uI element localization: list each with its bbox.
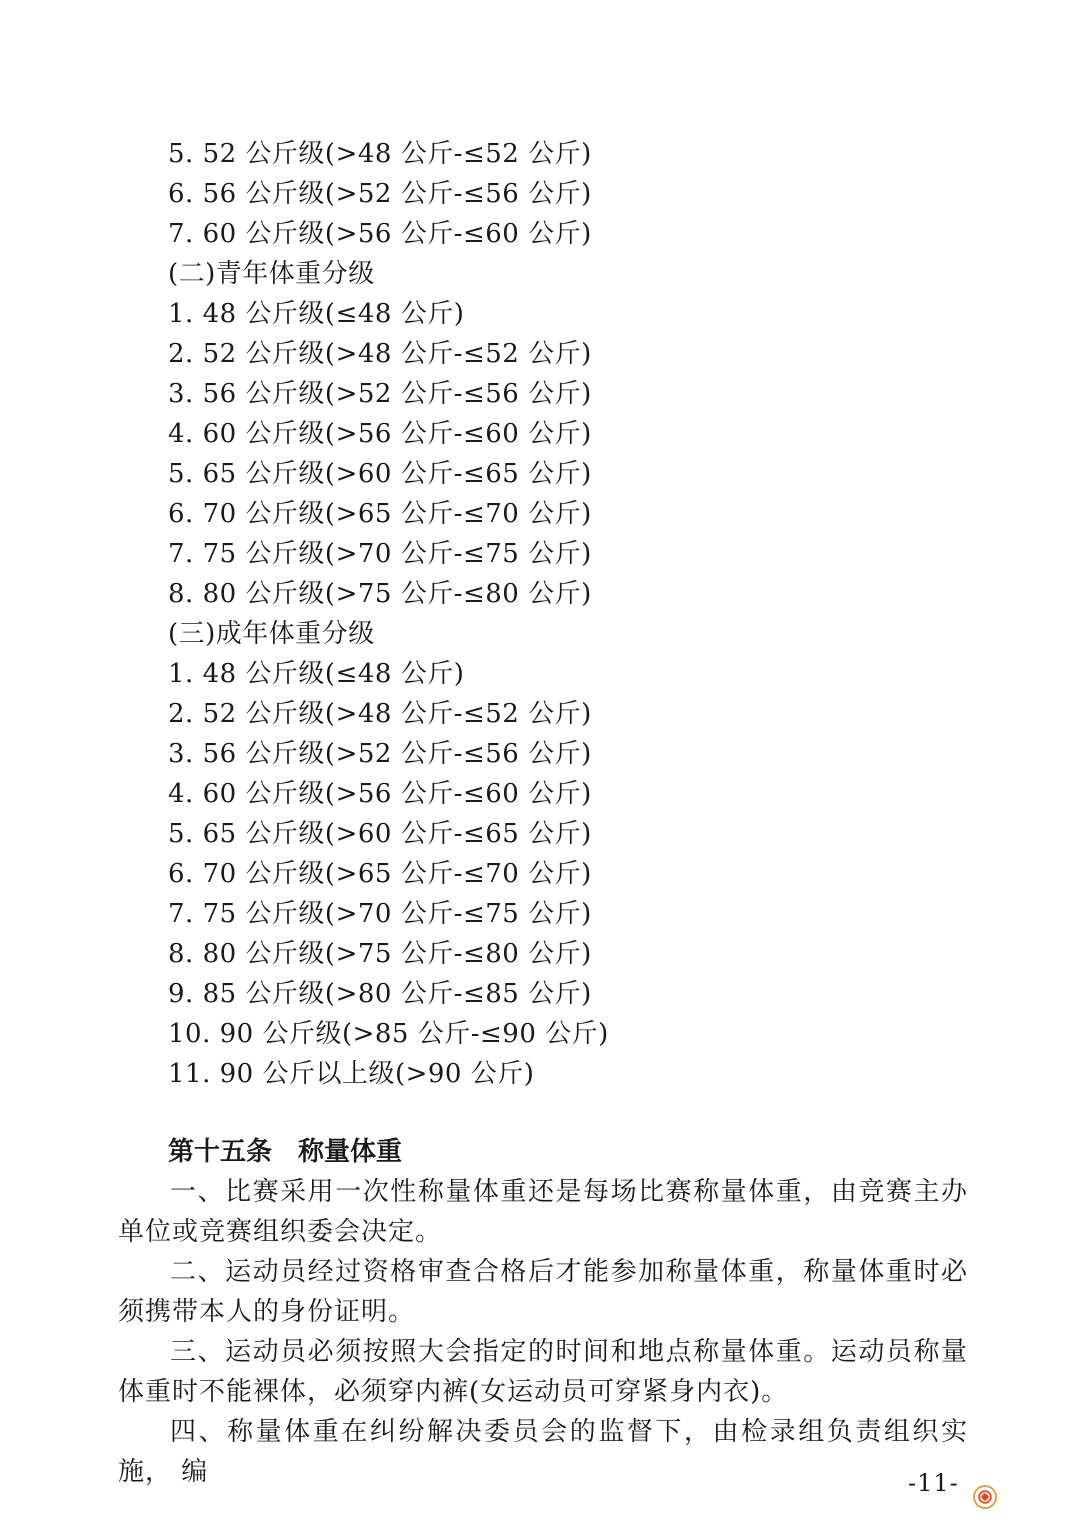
paragraph: 三、运动员必须按照大会指定的时间和地点称量体重。运动员称量体重时不能裸体，必须穿内裤(女运动员可穿紧身内衣)。	[118, 1337, 968, 1407]
paragraph: 一、比赛采用一次性称量体重还是每场比赛称量体重，由竞赛主办单位或竞赛组织委会决定。	[118, 1177, 968, 1247]
article-heading: 第十五条 称量体重	[168, 1137, 403, 1167]
list-item: 11. 90 公斤以上级(>90 公斤)	[168, 1059, 535, 1089]
page-number: -11-	[908, 1469, 959, 1497]
paragraph: 二、运动员经过资格审查合格后才能参加称量体重，称量体重时必须携带本人的身份证明。	[118, 1257, 968, 1327]
list-item: 8. 80 公斤级(>75 公斤-≤80 公斤)	[168, 939, 592, 969]
list-item: 6. 70 公斤级(>65 公斤-≤70 公斤)	[168, 499, 592, 529]
list-item: 9. 85 公斤级(>80 公斤-≤85 公斤)	[168, 979, 592, 1009]
list-item: 7. 75 公斤级(>70 公斤-≤75 公斤)	[168, 539, 592, 569]
list-item: 1. 48 公斤级(≤48 公斤)	[168, 299, 465, 329]
list-item: 3. 56 公斤级(>52 公斤-≤56 公斤)	[168, 739, 592, 769]
list-item: 10. 90 公斤级(>85 公斤-≤90 公斤)	[168, 1019, 609, 1049]
list-item: 2. 52 公斤级(>48 公斤-≤52 公斤)	[168, 339, 592, 369]
subsection-heading: (三)成年体重分级	[168, 619, 375, 649]
list-item: 3. 56 公斤级(>52 公斤-≤56 公斤)	[168, 379, 592, 409]
list-item: 8. 80 公斤级(>75 公斤-≤80 公斤)	[168, 579, 592, 609]
list-item: 5. 65 公斤级(>60 公斤-≤65 公斤)	[168, 819, 592, 849]
list-item: 7. 60 公斤级(>56 公斤-≤60 公斤)	[168, 219, 592, 249]
subsection-heading: (二)青年体重分级	[168, 259, 375, 289]
seal-logo-icon	[972, 1484, 998, 1510]
list-item: 6. 56 公斤级(>52 公斤-≤56 公斤)	[168, 179, 592, 209]
list-item: 5. 52 公斤级(>48 公斤-≤52 公斤)	[168, 139, 592, 169]
list-item: 6. 70 公斤级(>65 公斤-≤70 公斤)	[168, 859, 592, 889]
list-item: 2. 52 公斤级(>48 公斤-≤52 公斤)	[168, 699, 592, 729]
list-item: 4. 60 公斤级(>56 公斤-≤60 公斤)	[168, 419, 592, 449]
list-item: 1. 48 公斤级(≤48 公斤)	[168, 659, 465, 689]
list-item: 7. 75 公斤级(>70 公斤-≤75 公斤)	[168, 899, 592, 929]
list-item: 4. 60 公斤级(>56 公斤-≤60 公斤)	[168, 779, 592, 809]
paragraph: 四、称量体重在纠纷解决委员会的监督下，由检录组负责组织实施， 编	[118, 1417, 968, 1487]
list-item: 5. 65 公斤级(>60 公斤-≤65 公斤)	[168, 459, 592, 489]
